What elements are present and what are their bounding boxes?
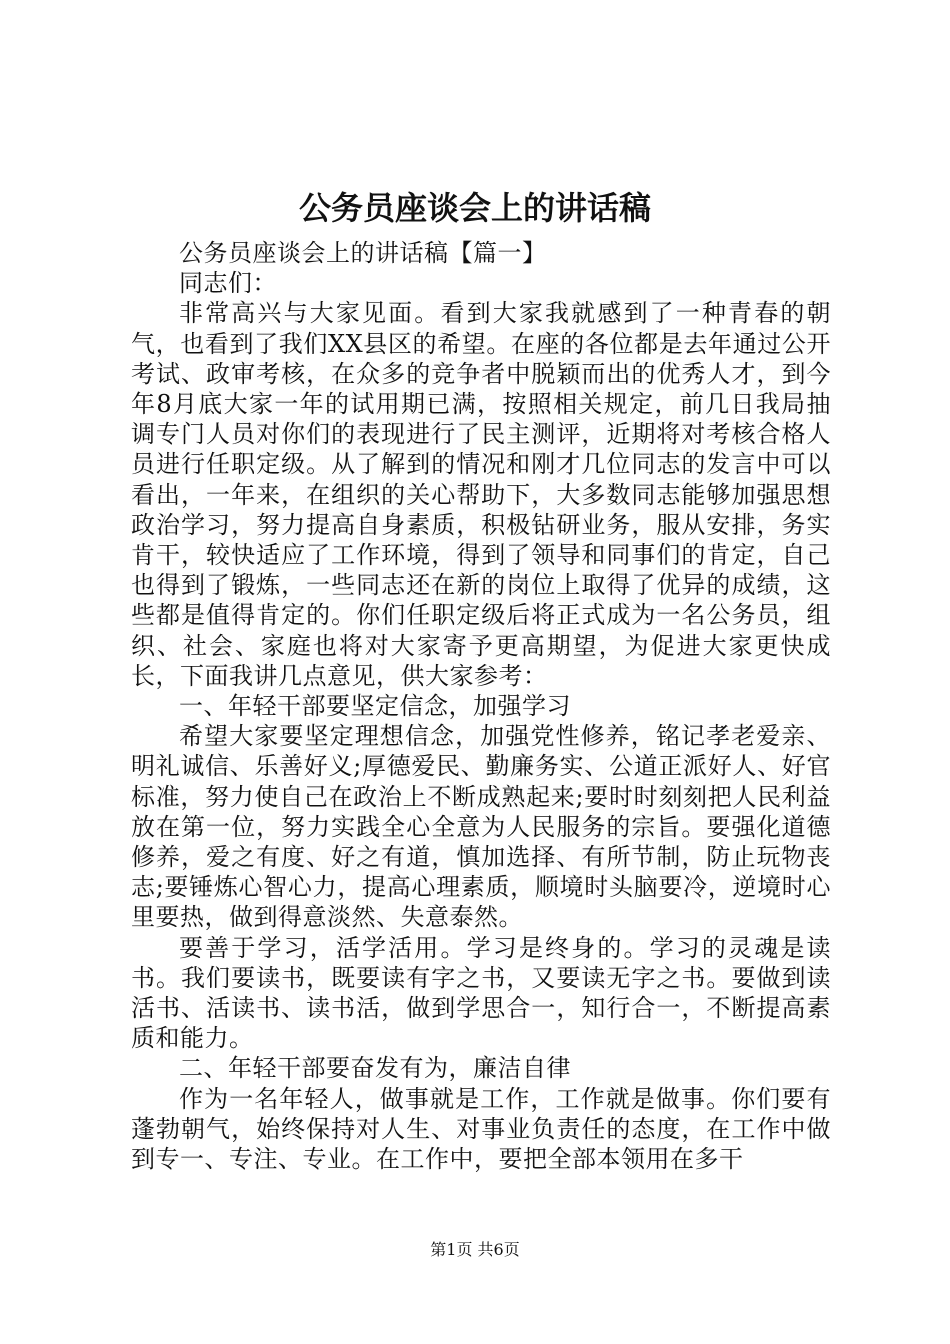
document-body [131, 238, 831, 1174]
salutation: 同志们： [179, 269, 277, 298]
document-title: 公务员座谈会上的讲话稿 [298, 189, 651, 227]
body-paragraph: 要善于学习，活学活用。学习是终身的。学习的灵魂是读书。我们要读书，既要读有字之书，又要读无字之书。要做到读活书、活读书、读书活，做到学思合一，知行合一，不断提高素质和能力。 [131, 933, 831, 1053]
body-paragraph: 希望大家要坚定理想信念，加强党性修养，铭记孝老爱亲、明礼诚信、乐善好义;厚德爱民、勤廉务实、公道正派好人、好官标准，努力使自己在政治上不断成熟起来;要时时刻刻把人民利益放在第一位，努力实践全心全意为人民服务的宗旨。要强化道德修养，爱之有度、好之有道，慎加选择、有所节制，防止玩物丧志;要锤炼心智心力，提高心理素质，顺境时头脑要冷，逆境时心里要热，做到得意淡然、失意泰然。 [131, 722, 831, 932]
subsection-heading: 二、年轻干部要奋发有为，廉洁自律 [179, 1054, 571, 1083]
section-heading: 公务员座谈会上的讲话稿【篇一】 [179, 239, 547, 267]
body-paragraph: 非常高兴与大家见面。看到大家我就感到了一种青春的朝气，也看到了我们XX县区的希望。在座的各位都是去年通过公开考试、政审考核，在众多的竞争者中脱颖而出的优秀人才，到今年8月底大家一年的试用期已满，按照相关规定，前几日我局抽调专门人员对你们的表现进行了民主测评，近期将对考核合格人员进行任职定级。从了解到的情况和刚才几位同志的发言中可以看出，一年来，在组织的关心帮助下，大多数同志能够加强思想政治学习，努力提高自身素质，积极钻研业务，服从安排，务实肯干，较快适应了工作环境，得到了领导和同事们的肯定，自己也得到了锻炼，一些同志还在新的岗位上取得了优异的成绩，这些都是值得肯定的。你们任职定级后将正式成为一名公务员，组织、社会、家庭也将对大家寄予更高期望，为促进大家更快成长，下面我讲几点意见，供大家参考： [131, 299, 831, 690]
body-paragraph: 作为一名年轻人，做事就是工作，工作就是做事。你们要有蓬勃朝气，始终保持对人生、对事业负责任的态度，在工作中做到专一、专注、专业。在工作中，要把全部本领用在多干 [131, 1084, 831, 1174]
page-number-footer: 第1页 共6页 [430, 1240, 520, 1259]
subsection-heading: 一、年轻干部要坚定信念，加强学习 [179, 692, 571, 721]
